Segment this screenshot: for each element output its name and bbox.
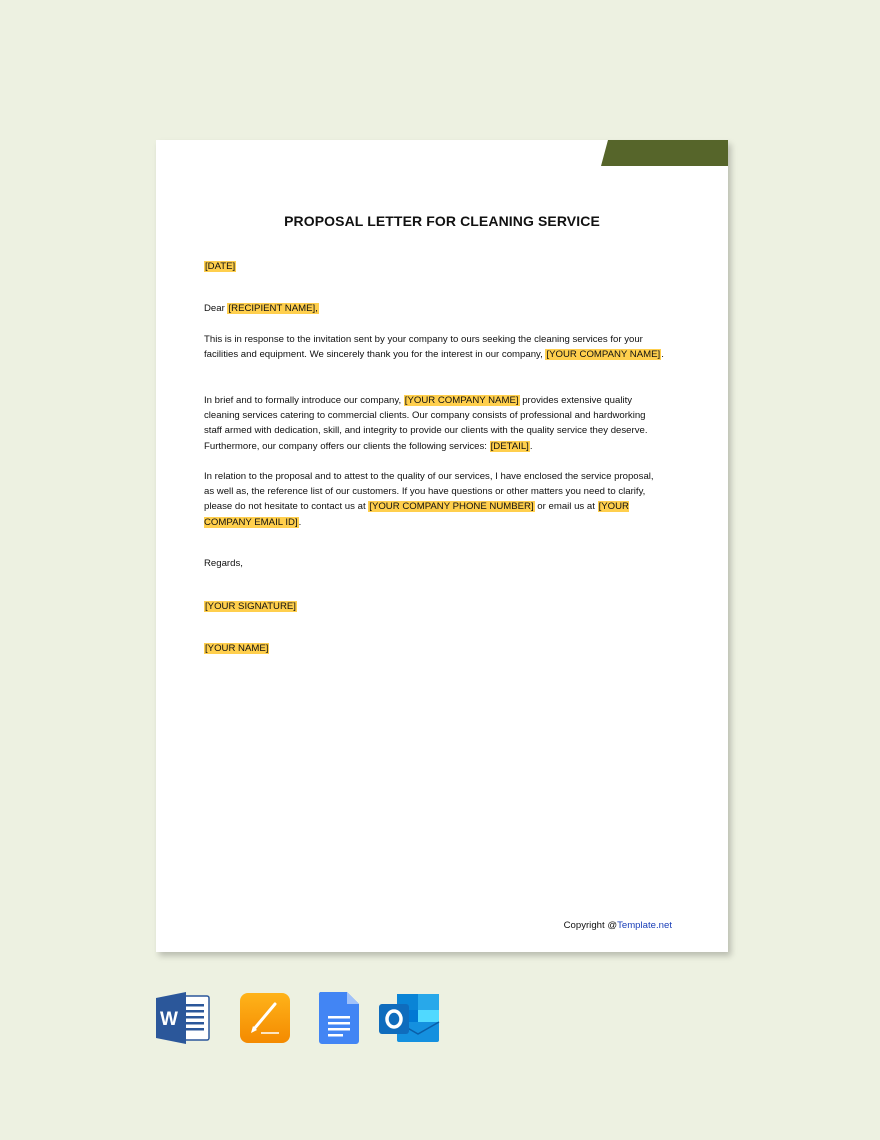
company-name-placeholder: [YOUR COMPANY NAME] bbox=[404, 395, 519, 406]
name-field bbox=[204, 641, 664, 656]
word-icon[interactable] bbox=[156, 992, 210, 1044]
paragraph-1-text: This is in response to the invitation sent by your company to ours seeking the cleaning services for your facilities and equipment. We sincerely thank you for the interest in our company, bbox=[204, 334, 643, 361]
copyright-prefix: Copyright @ bbox=[563, 920, 618, 931]
detail-placeholder: [DETAIL] bbox=[490, 440, 529, 452]
name-placeholder: [YOUR NAME] bbox=[205, 643, 269, 654]
outlook-icon[interactable] bbox=[379, 992, 441, 1044]
document-page bbox=[156, 140, 728, 952]
company-name-placeholder: [YOUR COMPANY NAME] bbox=[546, 349, 661, 361]
paragraph-2-text-b: provides extensive quality cleaning services catering to commercial clients. Our company consists of professional and hardworking staff armed with dedication, skill, and integrity to provide our clients with the quality service they deserve. Furthermore, our company offers our clients the following services: bbox=[204, 395, 648, 452]
corner-accent bbox=[601, 140, 728, 166]
svg-text:W: W bbox=[160, 1009, 178, 1030]
paragraph-1 bbox=[204, 332, 664, 362]
copyright bbox=[564, 920, 672, 931]
template-link[interactable]: Template.net bbox=[617, 920, 672, 931]
paragraph-3 bbox=[204, 469, 664, 530]
google-docs-icon[interactable] bbox=[318, 992, 360, 1044]
paragraph-2-text-a: In brief and to formally introduce our company, bbox=[204, 395, 404, 406]
salutation-prefix: Dear bbox=[204, 303, 228, 314]
document-title: PROPOSAL LETTER FOR CLEANING SERVICE bbox=[284, 213, 600, 229]
closing: Regards, bbox=[204, 558, 243, 569]
paragraph-3-end: . bbox=[298, 516, 302, 528]
paragraph-3-text-a: In relation to the proposal and to attest to the quality of our services, I have enclosed the service proposal, as well as, the reference list of our customers. If you have questions or other matters you need to clarify, please do not hesitate to contact us at bbox=[204, 471, 654, 513]
email-placeholder: [YOUR COMPANY EMAIL ID] bbox=[204, 501, 629, 528]
paragraph-1-end: . bbox=[661, 349, 664, 361]
signature-field bbox=[204, 599, 664, 614]
format-icons bbox=[156, 992, 446, 1044]
date-placeholder: [DATE] bbox=[205, 261, 236, 272]
signature-placeholder: [YOUR SIGNATURE] bbox=[205, 601, 296, 612]
salutation bbox=[204, 301, 664, 316]
paragraph-3-text-b: or email us at bbox=[534, 501, 598, 513]
pages-icon[interactable] bbox=[239, 992, 291, 1044]
date-field bbox=[204, 259, 664, 274]
paragraph-2 bbox=[204, 393, 664, 454]
phone-placeholder: [YOUR COMPANY PHONE NUMBER] bbox=[369, 501, 534, 513]
paragraph-2-end: . bbox=[529, 440, 533, 452]
recipient-placeholder: [RECIPIENT NAME], bbox=[228, 303, 318, 314]
